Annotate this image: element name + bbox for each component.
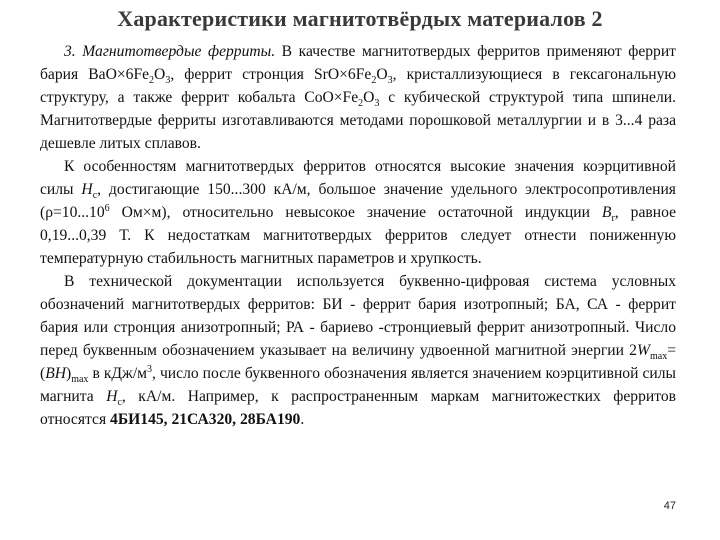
symbol-br: B (601, 204, 612, 221)
text-run: , кА/м. Например, к распространенным маркам магнитожестких ферритов относятся (40, 388, 677, 428)
subscript: 3 (387, 75, 393, 87)
superscript: 6 (104, 202, 110, 214)
page-number: 47 (663, 500, 676, 512)
subscript: max (649, 351, 668, 363)
paragraph-designations (40, 270, 676, 431)
superscript: 3 (147, 363, 153, 375)
text-run: В качестве магнитотвердых ферритов применяют феррит бария Ba (40, 43, 677, 83)
paragraph-ferrites (40, 40, 676, 155)
symbol-w: W (636, 342, 650, 359)
text-run: O (376, 66, 388, 83)
text-run: =( (40, 342, 676, 382)
subscript: 2 (358, 98, 364, 110)
ferrite-grade-examples: 4БИ145, 21СА320, 28БА190 (110, 411, 301, 428)
symbol-hc: H (81, 181, 93, 198)
subscript: max (71, 374, 89, 386)
text-run: ) (66, 365, 72, 382)
text-run: , достигающие 150...300 кА/м, большое значение удельного электросопротивления (ρ=10...10 (40, 181, 676, 221)
subscript: 3 (374, 98, 380, 110)
paragraph-features (40, 155, 676, 270)
text-run: O×Fe (322, 89, 359, 106)
text-run: , равное 0,19...0,39 Т. К недостаткам магнитотвердых ферритов следует отнести пониженную температурную стабильность магнитных параметров и хрупкость. (40, 204, 676, 267)
text-run: В технической документации используется буквенно-цифровая система условных обозначений магнитотвердых ферритов: БИ - феррит бария изотропный; БА, СА - феррит бария или стронция анизотропный; РА - бариево -стронциевый феррит анизотропный. Число перед буквенным обозначением указывает на величину удвоенной магнитной энергии 2 (40, 273, 676, 359)
document-body (40, 40, 676, 431)
section-lead: 3. Магнитотвердые ферриты. (64, 43, 276, 60)
symbol-bh: BH (45, 365, 66, 382)
subscript: 2 (371, 75, 377, 87)
text-run: O×6Fe (327, 66, 372, 83)
text-run: . (300, 411, 305, 428)
text-run: O (154, 66, 166, 83)
text-run: К особенностям магнитотвердых ферритов относятся высокие значения коэрцитивной силы (40, 158, 676, 198)
subscript: r (611, 213, 615, 225)
text-run: , кристаллизующиеся в гексагональную структуру, а также феррит кобальта Co (40, 66, 677, 106)
text-run: O×6Fe (105, 66, 150, 83)
subscript: c (92, 190, 98, 202)
subscript: c (117, 397, 122, 409)
text-run: O (363, 89, 375, 106)
text-run: с кубической структурой типа шпинели. Магнитотвердые ферриты изготавливаются методами порошковой металлургии и в 3...4 раза дешевле литых сплавов. (40, 89, 676, 152)
subscript: 2 (149, 75, 155, 87)
page-title: Характеристики магнитотвёрдых материалов 2 (117, 6, 603, 31)
subscript: 3 (165, 75, 171, 87)
text-run: , число после буквенного обозначения является значением коэрцитивной силы магнита (40, 365, 676, 405)
symbol-hc: H (106, 388, 118, 405)
text-run: Ом×м), относительно невысокое значение остаточной индукции (109, 204, 602, 221)
text-run: в кДж/м (88, 365, 148, 382)
text-run: , феррит стронция Sr (170, 66, 328, 83)
